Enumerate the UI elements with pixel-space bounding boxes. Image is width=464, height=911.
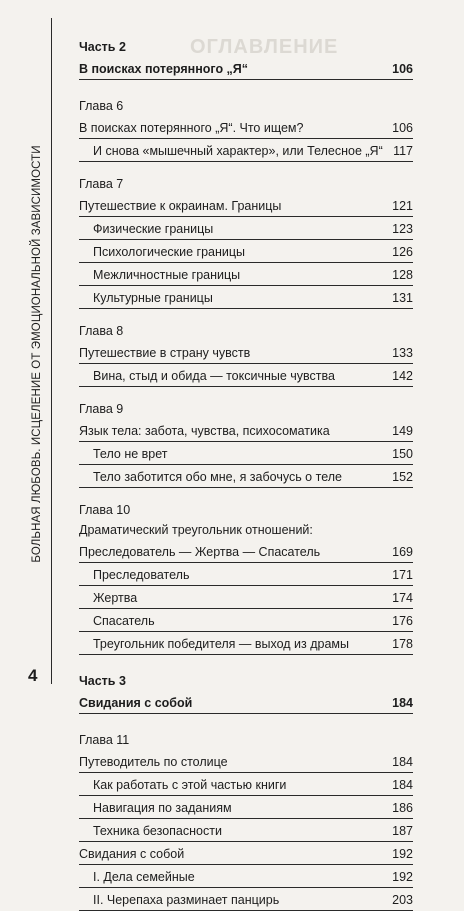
entry-title: Путешествие в страну чувств bbox=[79, 346, 251, 360]
entry-page: 186 bbox=[392, 801, 413, 815]
chapter-label: Глава 10 bbox=[79, 503, 131, 517]
toc-entry[interactable] bbox=[79, 796, 413, 819]
entry-page: 192 bbox=[392, 870, 413, 884]
toc-entry[interactable] bbox=[79, 217, 413, 240]
entry-page: 106 bbox=[392, 62, 413, 76]
entry-page: 142 bbox=[392, 369, 413, 383]
entry-page: 187 bbox=[392, 824, 413, 838]
entry-page: 128 bbox=[392, 268, 413, 282]
entry-title: Культурные границы bbox=[93, 291, 213, 305]
chapter-label: Глава 9 bbox=[79, 402, 124, 416]
entry-title: Психологические границы bbox=[93, 245, 246, 259]
toc-entry[interactable] bbox=[79, 540, 413, 563]
toc-entry[interactable] bbox=[79, 139, 413, 162]
chapter-label: Глава 7 bbox=[79, 177, 124, 191]
entry-title: В поисках потерянного „Я“ bbox=[79, 62, 249, 76]
entry-page: 171 bbox=[392, 568, 413, 582]
toc-entry[interactable] bbox=[79, 194, 413, 217]
table-of-contents bbox=[79, 37, 413, 911]
page-number: 4 bbox=[28, 666, 38, 685]
entry-page: 133 bbox=[392, 346, 413, 360]
toc-entry[interactable] bbox=[79, 865, 413, 888]
entry-title: Как работать с этой частью книги bbox=[93, 778, 287, 792]
chapter-label: Глава 6 bbox=[79, 99, 124, 113]
toc-entry[interactable] bbox=[79, 888, 413, 911]
toc-entry[interactable] bbox=[79, 286, 413, 309]
toc-entry[interactable] bbox=[79, 419, 413, 442]
entry-page: 176 bbox=[392, 614, 413, 628]
entry-title: Вина, стыд и обида — токсичные чувства bbox=[93, 369, 335, 383]
toc-entry[interactable] bbox=[79, 586, 413, 609]
entry-title: Межличностные границы bbox=[93, 268, 241, 282]
entry-page: 131 bbox=[392, 291, 413, 305]
entry-page: 150 bbox=[392, 447, 413, 461]
entry-title: Свидания с собой bbox=[79, 696, 193, 710]
chapter-label: Глава 11 bbox=[79, 733, 130, 747]
entry-page: 184 bbox=[392, 778, 413, 792]
entry-page: 117 bbox=[393, 144, 413, 158]
entry-title: Тело заботится обо мне, я забочусь о теле bbox=[93, 470, 342, 484]
entry-page: 184 bbox=[392, 696, 413, 710]
entry-title: Физические границы bbox=[93, 222, 214, 236]
entry-title: Навигация по заданиям bbox=[93, 801, 232, 815]
entry-page: 152 bbox=[392, 470, 413, 484]
entry-page: 126 bbox=[392, 245, 413, 259]
entry-page: 123 bbox=[392, 222, 413, 236]
toc-entry[interactable] bbox=[79, 263, 413, 286]
part-label: Часть 3 bbox=[79, 674, 126, 688]
entry-page: 178 bbox=[392, 637, 413, 651]
toc-entry[interactable] bbox=[79, 773, 413, 796]
toc-entry[interactable] bbox=[79, 364, 413, 387]
toc-entry[interactable] bbox=[79, 632, 413, 655]
margin-rule bbox=[51, 18, 52, 684]
toc-entry[interactable] bbox=[79, 116, 413, 139]
entry-title: Треугольник победителя — выход из драмы bbox=[93, 637, 350, 651]
entry-page: 121 bbox=[392, 199, 413, 213]
toc-entry[interactable] bbox=[79, 57, 413, 80]
entry-title: Преследователь — Жертва — Спасатель bbox=[79, 545, 321, 559]
part-label: Часть 2 bbox=[79, 40, 126, 54]
entry-title: I. Дела семейные bbox=[93, 870, 195, 884]
toc-entry[interactable] bbox=[79, 465, 413, 488]
toc-entry[interactable] bbox=[79, 240, 413, 263]
entry-title: Жертва bbox=[93, 591, 138, 605]
chapter-label: Глава 8 bbox=[79, 324, 124, 338]
toc-entry[interactable] bbox=[79, 691, 413, 714]
entry-page: 174 bbox=[392, 591, 413, 605]
entry-title-line: Драматический треугольник отношений: bbox=[79, 523, 313, 537]
entry-title: В поисках потерянного „Я“. Что ищем? bbox=[79, 121, 304, 135]
toc-entry[interactable] bbox=[79, 609, 413, 632]
running-head: БОЛЬНАЯ ЛЮБОВЬ. ИСЦЕЛЕНИЕ ОТ ЭМОЦИОНАЛЬНОЙ ЗАВИСИМОСТИ bbox=[31, 145, 43, 563]
entry-title: Тело не врет bbox=[93, 447, 168, 461]
entry-title: Свидания с собой bbox=[79, 847, 185, 861]
entry-page: 192 bbox=[392, 847, 413, 861]
entry-page: 203 bbox=[392, 893, 413, 907]
entry-title: И снова «мышечный характер», или Телесное „Я“ bbox=[93, 144, 383, 158]
entry-title: Язык тела: забота, чувства, психосоматика bbox=[79, 424, 330, 438]
entry-page: 149 bbox=[392, 424, 413, 438]
toc-entry[interactable] bbox=[79, 842, 413, 865]
entry-page: 169 bbox=[392, 545, 413, 559]
toc-entry[interactable] bbox=[79, 563, 413, 586]
entry-title: Спасатель bbox=[93, 614, 155, 628]
toc-entry[interactable] bbox=[79, 750, 413, 773]
toc-entry[interactable] bbox=[79, 819, 413, 842]
entry-page: 106 bbox=[392, 121, 413, 135]
entry-title: II. Черепаха разминает панцирь bbox=[93, 893, 280, 907]
entry-title: Путешествие к окраинам. Границы bbox=[79, 199, 282, 213]
entry-page: 184 bbox=[392, 755, 413, 769]
entry-title: Путеводитель по столице bbox=[79, 755, 228, 769]
entry-title: Техника безопасности bbox=[93, 824, 222, 838]
toc-entry[interactable] bbox=[79, 341, 413, 364]
toc-entry[interactable] bbox=[79, 442, 413, 465]
show-through-heading: ОГЛАВЛЕНИЕ bbox=[190, 36, 339, 58]
entry-title: Преследователь bbox=[93, 568, 190, 582]
